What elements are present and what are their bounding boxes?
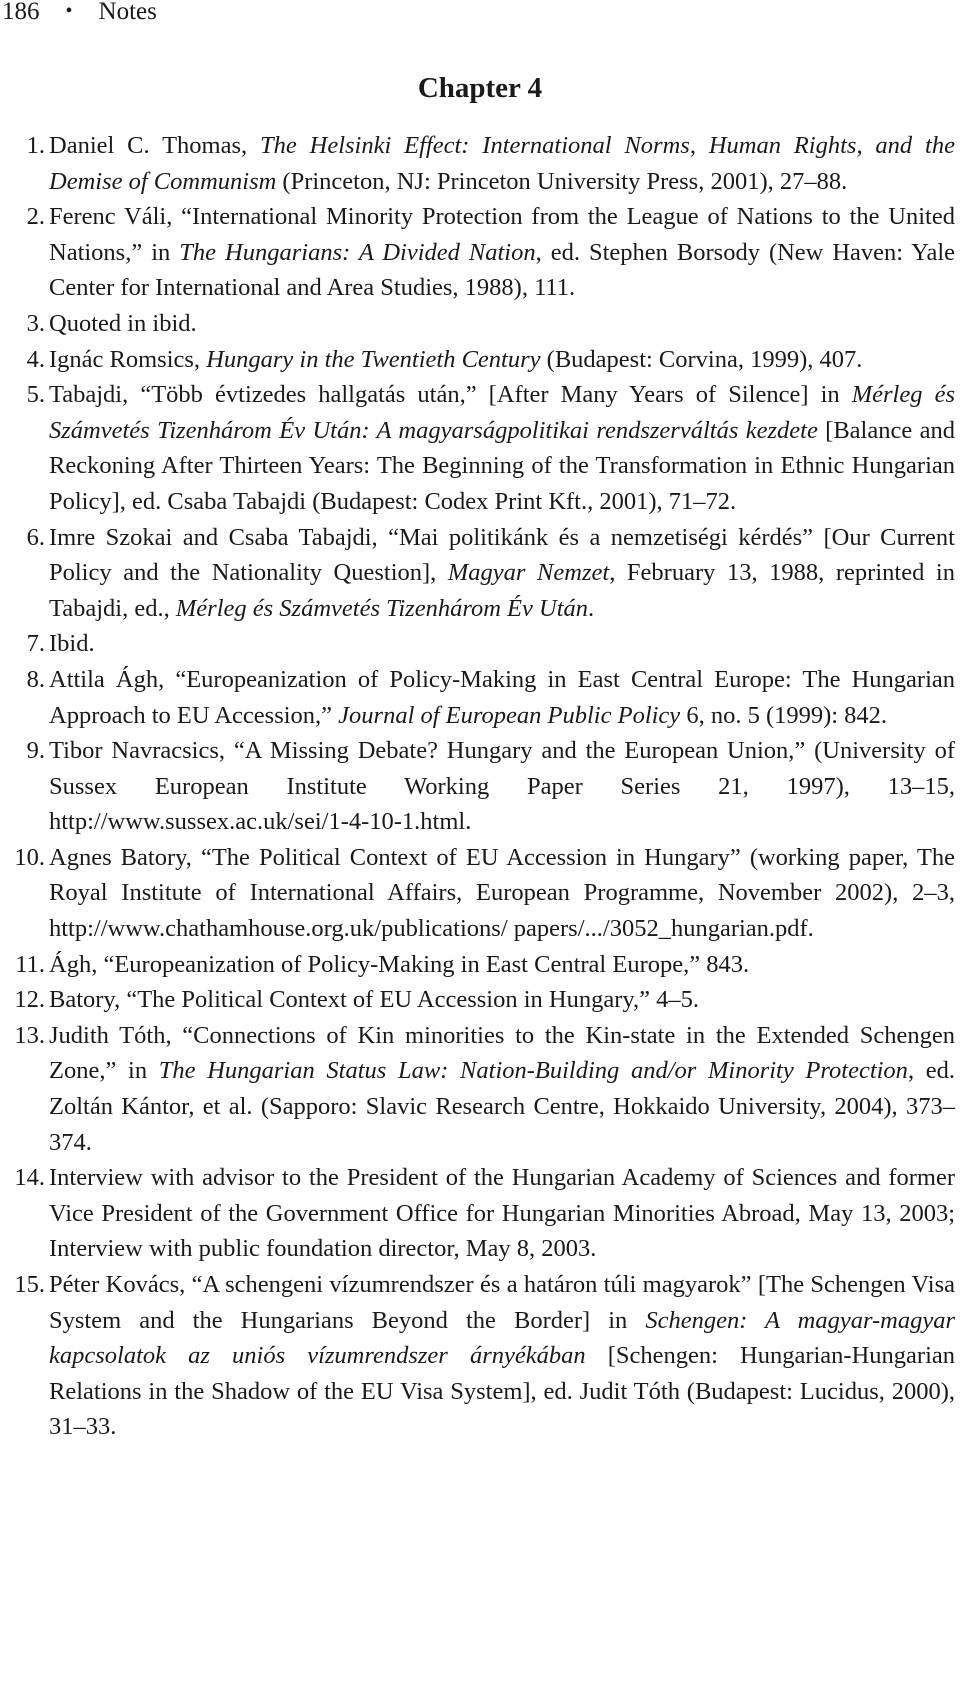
- endnote-number: 12.: [14, 986, 45, 1014]
- citation-text: Interview with advisor to the President of the Hungarian Academy of Sciences and former Vice President of the Government Office for Hungarian Minorities Abroad, May 13, 2003; Interview with public foundation director, May 8, 2003.: [49, 1164, 955, 1263]
- italic-title: The Hungarian Status Law: Nation-Building and/or Minority Protection: [158, 1057, 908, 1085]
- citation-text: , February 13, 1988, reprinted in Tabajdi, ed.,: [49, 559, 955, 622]
- citation-text: [Balance and Reckoning After Thirteen Years: The Beginning of the Transformation in Ethnic Hungarian Policy], ed. Csaba Tabajdi (Budapest: Codex Print Kft., 2001), 71–72.: [49, 416, 955, 515]
- citation-text: (Budapest: Corvina, 1999), 407.: [540, 345, 863, 373]
- endnote-number: 13.: [14, 1021, 45, 1049]
- page-number: 186: [2, 0, 40, 25]
- endnote-number: 6.: [26, 523, 45, 551]
- endnote-number: 2.: [26, 203, 45, 231]
- endnote: [0, 1267, 955, 1445]
- endnote-number: 4.: [26, 345, 45, 373]
- notes-list: [0, 128, 955, 1445]
- citation-text: 6, no. 5 (1999): 842.: [680, 701, 888, 729]
- endnote-text: [49, 342, 955, 378]
- endnote-number: 1.: [26, 132, 45, 159]
- endnote-text: [49, 199, 955, 306]
- endnote: [0, 947, 955, 983]
- citation-text: Ignác Romsics,: [49, 345, 207, 373]
- citation-text: , ed. Zoltán Kántor, et al. (Sapporo: Slavic Research Centre, Hokkaido University, 2004), 373–374.: [49, 1057, 955, 1156]
- citation-text: , ed. Stephen Borsody (New Haven: Yale Center for International and Area Studies, 1988), 111.: [49, 238, 955, 302]
- endnote: [0, 1018, 955, 1160]
- running-head: [2, 0, 157, 27]
- endnote-number: 15.: [14, 1271, 45, 1298]
- endnote-text: [49, 626, 955, 662]
- citation-text: Agnes Batory, “The Political Context of EU Accession in Hungary” (working paper, The Royal Institute of International Affairs, European Programme, November 2002), 2–3, http://www.chathamhouse.org.uk/publications/ papers/.../3052_hungarian.pdf.: [49, 843, 955, 943]
- chapter-title: Chapter 4: [417, 72, 543, 104]
- citation-text: .: [588, 594, 595, 622]
- endnote: [0, 733, 955, 840]
- endnote-number: 14.: [14, 1164, 45, 1192]
- endnote-number: 7.: [26, 630, 45, 658]
- endnote: [0, 377, 955, 519]
- citation-text: Attila Ágh, “Europeanization of Policy-Making in East Central Europe: The Hungarian Approach to EU Accession,”: [49, 665, 955, 729]
- italic-title: Mérleg és Számvetés Tizenhárom Év Után: A magyarságpolitikai rendszerváltás kezdete: [49, 381, 955, 444]
- bullet-separator: •: [65, 0, 73, 22]
- endnote: [0, 342, 955, 378]
- endnote-number: 8.: [26, 665, 45, 693]
- italic-title: Hungary in the Twentieth Century: [206, 345, 541, 373]
- citation-text: Batory, “The Political Context of EU Accession in Hungary,” 4–5.: [49, 986, 700, 1014]
- endnote-number: 9.: [26, 737, 45, 765]
- endnote-text: [49, 306, 955, 342]
- endnote: [0, 982, 955, 1018]
- italic-title: Mérleg és Számvetés Tizenhárom Év Után: [175, 594, 588, 622]
- endnote: [0, 840, 955, 947]
- italic-title: Magyar Nemzet: [447, 559, 610, 587]
- endnote: [0, 128, 955, 199]
- citation-text: Judith Tóth, “Connections of Kin minorities to the Kin-state in the Extended Schengen Zone,” in: [49, 1021, 955, 1085]
- endnote-text: [49, 128, 955, 199]
- endnote-text: [49, 1267, 955, 1445]
- citation-text: Tabajdi, “Több évtizedes hallgatás után,” [After Many Years of Silence] in: [49, 381, 852, 409]
- citation-text: Imre Szokai and Csaba Tabajdi, “Mai politikánk és a nemzetiségi kérdés” [Our Current Policy and the Nationality Question],: [49, 523, 955, 587]
- italic-title: The Hungarians: A Divided Nation: [179, 238, 536, 266]
- italic-title: Journal of European Public Policy: [338, 701, 681, 729]
- endnote-text: [49, 1018, 955, 1160]
- endnote-text: [49, 1160, 955, 1267]
- section-name: Notes: [98, 0, 157, 25]
- citation-text: Péter Kovács, “A schengeni vízumrendszer és a határon túli magyarok” [The Schengen Visa System and the Hungarians Beyond the Border] in: [49, 1271, 955, 1334]
- endnote-number: 3.: [26, 309, 45, 337]
- endnote-number: 10.: [14, 843, 45, 871]
- endnote-number: 11.: [15, 950, 45, 978]
- endnote-text: [49, 840, 955, 947]
- citation-text: Ibid.: [49, 630, 95, 658]
- endnote: [0, 1160, 955, 1267]
- citation-text: Daniel C. Thomas,: [49, 132, 260, 159]
- endnote-text: [49, 947, 955, 983]
- endnote: [0, 520, 955, 627]
- endnote: [0, 199, 955, 306]
- endnote-text: [49, 520, 955, 627]
- endnote-text: [49, 982, 955, 1018]
- citation-text: Quoted in ibid.: [49, 309, 197, 337]
- citation-text: Ágh, “Europeanization of Policy-Making in East Central Europe,” 843.: [49, 950, 750, 978]
- endnote: [0, 306, 955, 342]
- citation-text: (Princeton, NJ: Princeton University Press, 2001), 27–88.: [276, 167, 848, 195]
- citation-text: Tibor Navracsics, “A Missing Debate? Hungary and the European Union,” (University of Sussex European Institute Working Paper Series 21, 1997), 13–15, http://www.sussex.ac.uk/sei/1-4-10-1.html.: [49, 737, 955, 836]
- citation-text: Ferenc Váli, “International Minority Protection from the League of Nations to the United Nations,” in: [49, 203, 955, 266]
- citation-text: [Schengen: Hungarian-Hungarian Relations in the Shadow of the EU Visa System], ed. Judit Tóth (Budapest: Lucidus, 2000), 31–33.: [49, 1342, 955, 1441]
- endnote-text: [49, 662, 955, 733]
- italic-title: Schengen: A magyar-magyar kapcsolatok az uniós vízumrendszer árnyékában: [49, 1306, 956, 1370]
- endnote: [0, 626, 955, 662]
- endnote: [0, 662, 955, 733]
- endnote-text: [49, 733, 955, 840]
- endnote-number: 5.: [26, 381, 45, 409]
- endnote-text: [49, 377, 955, 519]
- italic-title: The Helsinki Effect: International Norms, Human Rights, and the Demise of Communism: [49, 132, 955, 195]
